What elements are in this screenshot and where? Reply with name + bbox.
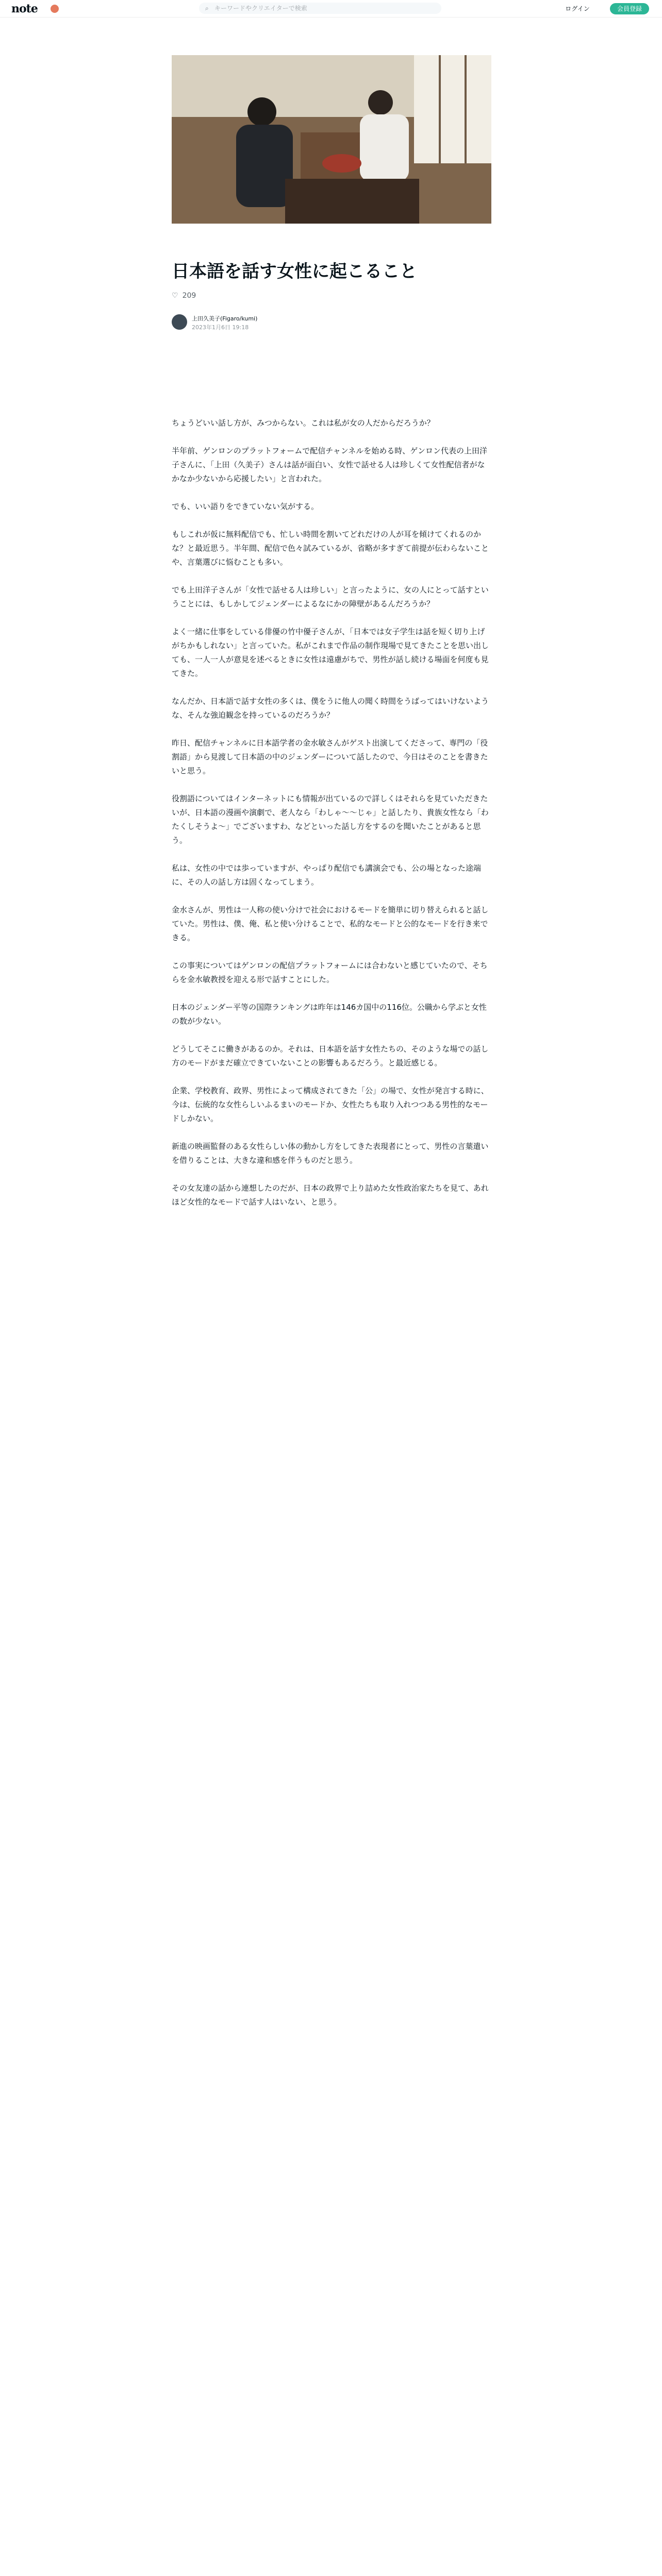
paragraph: 金水さんが、男性は一人称の使い分けで社会におけるモードを簡単に切り替えられると話していた。男性は、僕、俺、私と使い分けることで、私的なモードと公的なモードを行き来できる。 bbox=[172, 905, 489, 942]
paragraph: 新進の映画監督のある女性らしい体の動かし方をしてきた表現者にとって、男性の言葉遣いを借りることは、大きな違和感を伴うものだと思う。 bbox=[172, 1142, 489, 1165]
paragraph: 半年前、ゲンロンのプラットフォームで配信チャンネルを始める時、ゲンロン代表の上田洋子さんに、「上田（久美子）さんは話が面白い、女性で話せる人は珍しくて女性配信者がなかなか少ないから応援したい」と言われた。 bbox=[172, 446, 488, 483]
paragraph: もしこれが仮に無料配信でも、忙しい時間を割いてどれだけの人が耳を傾けてくれるのかな？と最近思う。半年間、配信で色々試みているが、省略が多すぎて前提が伝わらないことや、言葉選びに悩むことも多い。 bbox=[172, 530, 489, 567]
paragraph: ちょうどいい話し方が、みつからない。これは私が女の人だからだろうか？ bbox=[172, 418, 435, 428]
search-placeholder: キーワードやクリエイターで検索 bbox=[214, 5, 307, 12]
paragraph: この事実についてはゲンロンの配信プラットフォームには合わないと感じていたので、そちらを金水敏教授を迎える形で話すことにした。 bbox=[172, 961, 488, 984]
author-name[interactable]: 上田久美子(Figaro/kumi) bbox=[192, 315, 258, 322]
paragraph: 企業、学校教育、政界、男性によって構成されてきた「公」の場で、女性が発言する時に、今は、伝統的な女性らしいふるまいのモードか、女性たちも取り入れつつある男性的なモードしかない。 bbox=[172, 1086, 489, 1123]
published-date: 2023年1月6日 19:18 bbox=[192, 324, 249, 331]
paragraph: でも、いい語りをできていない気がする。 bbox=[172, 502, 319, 511]
site-logo[interactable]: note bbox=[11, 2, 38, 15]
paragraph: でも上田洋子さんが「女性で話せる人は珍しい」と言ったように、女の人にとって話すということには、もしかしてジェンダーによるなにかの障壁があるんだろうか？ bbox=[172, 585, 489, 608]
paragraph: 日本のジェンダー平等の国際ランキングは昨年は146カ国中の116位。公職から学ぶと女性の数が少ない。 bbox=[172, 1003, 487, 1026]
register-button[interactable]: 会員登録 bbox=[610, 3, 649, 14]
login-button[interactable]: ログイン bbox=[565, 5, 590, 12]
search-input[interactable] bbox=[199, 3, 441, 14]
paragraph: 役割語についてはインターネットにも情報が出ているので詳しくはそれらを見ていただきたいが、日本語の漫画や演劇で、老人なら「わしゃ〜〜じゃ」と話したり、貴族女性なら「わたくしそうよ〜」でございますわ、などといった話し方をするのを聞いたことがあると思う。 bbox=[172, 794, 489, 845]
author-avatar[interactable] bbox=[172, 314, 187, 330]
article-body bbox=[172, 416, 491, 1223]
paragraph: 昨日、配信チャンネルに日本語学者の金水敏さんがゲスト出演してくださって、専門の「役割語」から見渡して日本語の中のジェンダーについて話したので、今日はそのことを書きたいと思う。 bbox=[172, 738, 488, 775]
search-icon: ⌕ bbox=[205, 5, 209, 12]
heart-icon[interactable]: ♡ bbox=[172, 292, 178, 300]
paragraph: 私は、女性の中では歩っていますが、やっぱり配信でも講演会でも、公の場となった途端に、その人の話し方は固くなってしまう。 bbox=[172, 863, 482, 887]
hero-image bbox=[172, 55, 491, 224]
site-header bbox=[0, 0, 662, 18]
paragraph: その女友達の話から連想したのだが、日本の政界で上り詰めた女性政治家たちを見て、あれほど女性的なモードで話す人はいない、と思う。 bbox=[172, 1183, 489, 1207]
paragraph: よく一緒に仕事をしている俳優の竹中優子さんが、「日本では女子学生は話を短く切り上げがちかもしれない」と言っていた。私がこれまで作品の制作現場で見てきたことを思い出しても、一人一人が意見を述べるときに女性は遠慮がちで、男性が話し続ける場面を何度も見てきた。 bbox=[172, 627, 489, 678]
like-count: 209 bbox=[182, 292, 196, 300]
logo-mark-icon bbox=[51, 5, 59, 13]
like-counter-top[interactable] bbox=[172, 292, 196, 300]
article-title: 日本語を話す女性に起こること bbox=[172, 261, 417, 282]
paragraph: どうしてそこに働きがあるのか。それは、日本語を話す女性たちの、そのような場での話し方のモードがまだ確立できていないことの影響もあるだろう。と最近感じる。 bbox=[172, 1044, 489, 1067]
paragraph: なんだか、日本語で話す女性の多くは、僕をうに他人の聞く時間をうばってはいけないような、そんな強迫観念を持っているのだろうか？ bbox=[172, 697, 489, 720]
